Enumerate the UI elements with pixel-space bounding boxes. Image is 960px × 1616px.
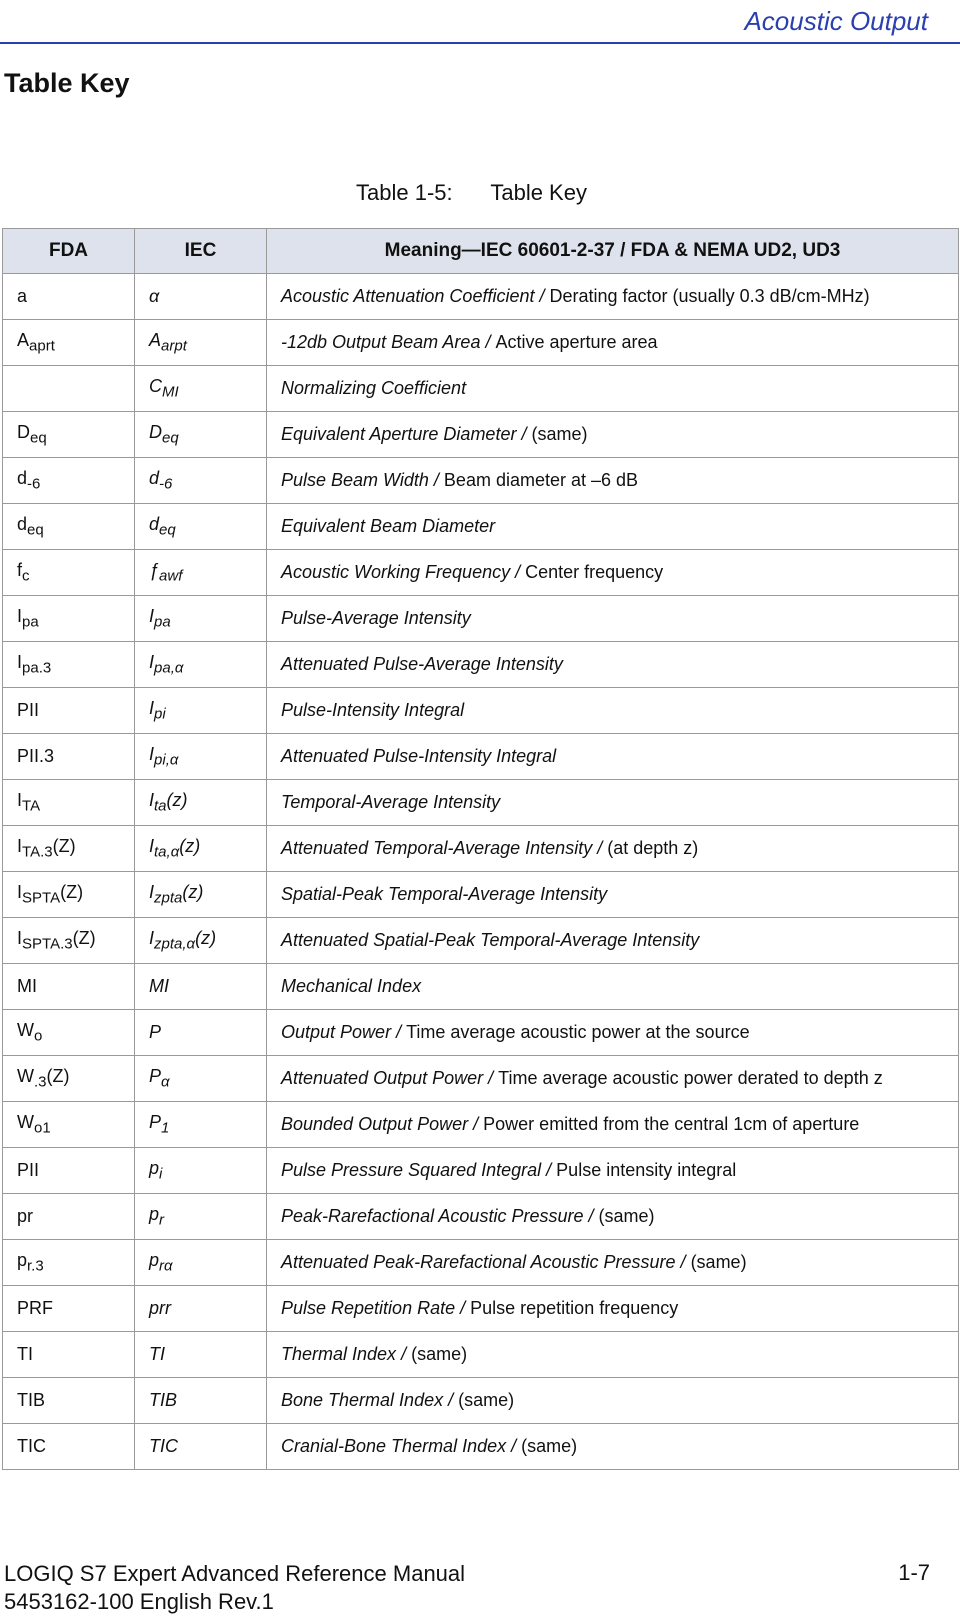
iec-cell-symbol: prr xyxy=(149,1298,171,1318)
fda-cell xyxy=(3,1240,135,1286)
iec-cell-subscript: -6 xyxy=(159,475,173,493)
table-row xyxy=(3,642,959,688)
meaning-desc: Power emitted from the central 1cm of aperture xyxy=(483,1114,860,1134)
fda-cell xyxy=(3,596,135,642)
meaning-cell xyxy=(267,1286,959,1332)
meaning-cell xyxy=(267,1148,959,1194)
meaning-sep: / xyxy=(483,1068,499,1088)
iec-cell xyxy=(135,872,267,918)
fda-cell xyxy=(3,780,135,826)
iec-cell-symbol: I xyxy=(149,698,155,719)
fda-cell xyxy=(3,412,135,458)
fda-cell-symbol: I xyxy=(17,606,23,627)
iec-cell xyxy=(135,320,267,366)
meaning-cell xyxy=(267,642,959,688)
meaning-sep: / xyxy=(541,1160,557,1180)
header-rule xyxy=(0,42,960,44)
table-row xyxy=(3,320,959,366)
meaning-term: Attenuated Peak-Rarefactional Acoustic Pressure xyxy=(281,1252,676,1272)
iec-cell xyxy=(135,504,267,550)
meaning-desc: Time average acoustic power derated to depth z xyxy=(498,1068,883,1088)
meaning-term: Acoustic Working Frequency xyxy=(281,562,511,582)
fda-cell xyxy=(3,918,135,964)
iec-cell-suffix: (z) xyxy=(166,790,188,811)
meaning-cell xyxy=(267,1056,959,1102)
fda-cell-subscript: eq xyxy=(27,521,44,539)
iec-cell-subscript: pi xyxy=(154,705,166,723)
fda-cell xyxy=(3,1378,135,1424)
fda-cell xyxy=(3,1286,135,1332)
fda-cell xyxy=(3,688,135,734)
iec-cell xyxy=(135,1056,267,1102)
table-row xyxy=(3,596,959,642)
table-row xyxy=(3,458,959,504)
meaning-desc: Active aperture area xyxy=(495,332,658,352)
fda-cell xyxy=(3,458,135,504)
fda-cell-subscript: .3 xyxy=(34,1073,47,1091)
table-row xyxy=(3,1148,959,1194)
table-caption-number: Table 1-5: xyxy=(356,180,453,205)
fda-cell-subscript: pa xyxy=(22,613,39,631)
iec-cell-subscript: 1 xyxy=(161,1119,170,1137)
column-header-meaning: Meaning—IEC 60601-2-37 / FDA & NEMA UD2, UD3 xyxy=(267,229,959,274)
meaning-desc: Center frequency xyxy=(525,562,664,582)
fda-cell-suffix: (Z) xyxy=(72,928,96,949)
iec-cell-symbol: I xyxy=(149,928,155,949)
fda-cell-symbol: I xyxy=(17,790,23,811)
meaning-cell xyxy=(267,596,959,642)
iec-cell-symbol: d xyxy=(149,514,160,535)
table-row xyxy=(3,1010,959,1056)
meaning-term: Cranial-Bone Thermal Index xyxy=(281,1436,507,1456)
iec-cell-subscript: ta xyxy=(154,797,167,815)
table-caption-title: Table Key xyxy=(490,180,587,205)
meaning-term: Bounded Output Power xyxy=(281,1114,469,1134)
meaning-desc: (same) xyxy=(690,1252,747,1272)
meaning-desc: (same) xyxy=(531,424,588,444)
meaning-term: Pulse Beam Width xyxy=(281,470,429,490)
table-row xyxy=(3,872,959,918)
fda-cell-symbol: TIB xyxy=(17,1390,46,1410)
fda-cell-symbol: PII xyxy=(17,700,40,720)
iec-cell-symbol: I xyxy=(149,790,155,811)
iec-cell xyxy=(135,826,267,872)
iec-cell-symbol: I xyxy=(149,882,155,903)
fda-cell-symbol: W xyxy=(17,1020,34,1041)
meaning-term: Pulse-Average Intensity xyxy=(281,608,471,628)
iec-cell-subscript: r xyxy=(159,1211,165,1229)
iec-cell-symbol: D xyxy=(149,422,162,443)
meaning-cell xyxy=(267,366,959,412)
iec-cell-suffix: (z) xyxy=(182,882,204,903)
meaning-desc: (same) xyxy=(458,1390,515,1410)
iec-cell-symbol: TIB xyxy=(149,1390,178,1410)
meaning-term: Pulse Repetition Rate xyxy=(281,1298,456,1318)
fda-cell-symbol: I xyxy=(17,882,23,903)
table-body xyxy=(3,274,959,1470)
footer-page-number: 1-7 xyxy=(898,1560,930,1585)
meaning-desc: Derating factor (usually 0.3 dB/cm-MHz) xyxy=(549,286,870,306)
meaning-cell xyxy=(267,780,959,826)
fda-cell-symbol: I xyxy=(17,836,23,857)
table-row xyxy=(3,734,959,780)
iec-cell-subscript: zpta,α xyxy=(154,935,196,953)
fda-cell-symbol: MI xyxy=(17,976,37,996)
meaning-cell xyxy=(267,1194,959,1240)
meaning-cell xyxy=(267,826,959,872)
table-row xyxy=(3,550,959,596)
table-row xyxy=(3,918,959,964)
meaning-sep: / xyxy=(396,1344,412,1364)
fda-cell-subscript: o1 xyxy=(34,1119,51,1137)
meaning-term: Mechanical Index xyxy=(281,976,422,996)
table-row xyxy=(3,688,959,734)
fda-cell-symbol: p xyxy=(17,1250,28,1271)
iec-cell xyxy=(135,596,267,642)
fda-cell-subscript: eq xyxy=(30,429,47,447)
fda-cell-subscript: -6 xyxy=(27,475,41,493)
iec-cell-symbol: I xyxy=(149,836,155,857)
fda-cell xyxy=(3,1148,135,1194)
iec-cell xyxy=(135,1194,267,1240)
meaning-sep: / xyxy=(675,1252,691,1272)
meaning-term: Pulse Pressure Squared Integral xyxy=(281,1160,542,1180)
iec-cell-subscript: eq xyxy=(162,429,179,447)
iec-cell xyxy=(135,918,267,964)
iec-cell-symbol: TIC xyxy=(149,1436,178,1456)
fda-cell-subscript: r.3 xyxy=(27,1257,44,1275)
meaning-term: Output Power xyxy=(281,1022,392,1042)
iec-cell-symbol: TI xyxy=(149,1344,165,1364)
meaning-term: Attenuated Pulse-Average Intensity xyxy=(281,654,563,674)
fda-cell xyxy=(3,274,135,320)
meaning-cell xyxy=(267,1378,959,1424)
iec-cell-symbol: A xyxy=(149,330,162,351)
iec-cell-symbol: p xyxy=(149,1158,160,1179)
meaning-cell xyxy=(267,1010,959,1056)
table-key xyxy=(2,228,959,1470)
iec-cell-subscript: pa,α xyxy=(154,659,184,677)
meaning-term: Attenuated Spatial-Peak Temporal-Average Intensity xyxy=(281,930,700,950)
meaning-sep: / xyxy=(583,1206,599,1226)
iec-cell-symbol: p xyxy=(149,1204,160,1225)
fda-cell-subscript: o xyxy=(34,1027,43,1045)
meaning-term: -12db Output Beam Area xyxy=(281,332,481,352)
iec-cell xyxy=(135,1424,267,1470)
fda-cell-suffix: (Z) xyxy=(46,1066,70,1087)
meaning-cell xyxy=(267,1240,959,1286)
iec-cell-suffix: (z) xyxy=(195,928,217,949)
meaning-term: Pulse-Intensity Integral xyxy=(281,700,465,720)
fda-cell-symbol: TI xyxy=(17,1344,33,1364)
meaning-term: Normalizing Coefficient xyxy=(281,378,467,398)
fda-cell-symbol: PII xyxy=(17,1160,40,1180)
iec-cell-symbol: P xyxy=(149,1112,162,1133)
column-header-iec: IEC xyxy=(135,229,267,274)
iec-cell-symbol: P xyxy=(149,1066,162,1087)
iec-cell xyxy=(135,1102,267,1148)
column-header-fda: FDA xyxy=(3,229,135,274)
fda-cell-symbol: d xyxy=(17,514,28,535)
meaning-cell xyxy=(267,872,959,918)
iec-cell xyxy=(135,1378,267,1424)
iec-cell-symbol: MI xyxy=(149,976,169,996)
iec-cell-subscript: α xyxy=(161,1073,170,1091)
fda-cell-subscript: pa.3 xyxy=(22,659,52,677)
fda-cell xyxy=(3,1056,135,1102)
meaning-cell xyxy=(267,458,959,504)
iec-cell-subscript: rα xyxy=(159,1257,173,1275)
iec-cell xyxy=(135,458,267,504)
table-row xyxy=(3,1378,959,1424)
meaning-desc: (same) xyxy=(598,1206,655,1226)
iec-cell-subscript: pa xyxy=(154,613,171,631)
meaning-sep: / xyxy=(391,1022,407,1042)
meaning-cell xyxy=(267,412,959,458)
fda-cell-symbol: I xyxy=(17,928,23,949)
fda-cell xyxy=(3,872,135,918)
iec-cell xyxy=(135,550,267,596)
footer-manual-title: LOGIQ S7 Expert Advanced Reference Manual xyxy=(4,1561,466,1586)
iec-cell-symbol: I xyxy=(149,606,155,627)
iec-cell xyxy=(135,412,267,458)
iec-cell-subscript: MI xyxy=(162,383,179,401)
fda-cell xyxy=(3,504,135,550)
iec-cell-subscript: eq xyxy=(159,521,176,539)
meaning-desc: (at depth z) xyxy=(607,838,699,858)
fda-cell xyxy=(3,1010,135,1056)
meaning-term: Equivalent Aperture Diameter xyxy=(281,424,517,444)
table-row xyxy=(3,964,959,1010)
table-row xyxy=(3,274,959,320)
iec-cell-symbol: p xyxy=(149,1250,160,1271)
iec-cell xyxy=(135,1010,267,1056)
meaning-cell xyxy=(267,964,959,1010)
fda-cell-subscript: aprt xyxy=(29,337,55,355)
iec-cell xyxy=(135,780,267,826)
table-row xyxy=(3,366,959,412)
fda-cell-symbol: A xyxy=(17,330,30,351)
table-row xyxy=(3,1286,959,1332)
meaning-term: Bone Thermal Index xyxy=(281,1390,444,1410)
meaning-sep: / xyxy=(428,470,444,490)
fda-cell-symbol: TIC xyxy=(17,1436,46,1456)
table-header-row xyxy=(3,229,959,274)
fda-cell xyxy=(3,734,135,780)
meaning-desc: Beam diameter at –6 dB xyxy=(443,470,639,490)
table-row xyxy=(3,1240,959,1286)
meaning-term: Spatial-Peak Temporal-Average Intensity xyxy=(281,884,608,904)
footer-left xyxy=(4,1560,465,1616)
meaning-sep: / xyxy=(480,332,496,352)
fda-cell-suffix: (Z) xyxy=(52,836,76,857)
meaning-desc: Time average acoustic power at the source xyxy=(406,1022,750,1042)
meaning-term: Equivalent Beam Diameter xyxy=(281,516,496,536)
iec-cell-subscript: zpta xyxy=(154,889,183,907)
fda-cell-symbol: D xyxy=(17,422,30,443)
table-row xyxy=(3,412,959,458)
fda-cell xyxy=(3,550,135,596)
fda-cell-subscript: SPTA.3 xyxy=(22,935,73,953)
fda-cell xyxy=(3,826,135,872)
meaning-sep: / xyxy=(534,286,550,306)
iec-cell-symbol: ƒ xyxy=(149,560,160,581)
table-row xyxy=(3,1102,959,1148)
table-row xyxy=(3,1194,959,1240)
fda-cell xyxy=(3,1424,135,1470)
meaning-term: Peak-Rarefactional Acoustic Pressure xyxy=(281,1206,584,1226)
meaning-cell xyxy=(267,274,959,320)
meaning-cell xyxy=(267,918,959,964)
section-title: Table Key xyxy=(4,68,130,98)
meaning-term: Attenuated Output Power xyxy=(281,1068,484,1088)
meaning-sep: / xyxy=(516,424,532,444)
iec-cell xyxy=(135,642,267,688)
iec-cell xyxy=(135,688,267,734)
meaning-desc: Pulse intensity integral xyxy=(556,1160,737,1180)
meaning-sep: / xyxy=(468,1114,484,1134)
fda-cell-subscript: c xyxy=(22,567,30,585)
iec-cell-subscript: arpt xyxy=(161,337,187,355)
iec-cell-symbol: d xyxy=(149,468,160,489)
fda-cell-suffix: (Z) xyxy=(60,882,84,903)
meaning-desc: (same) xyxy=(411,1344,468,1364)
fda-cell-symbol: PRF xyxy=(17,1298,53,1318)
meaning-desc: (same) xyxy=(521,1436,578,1456)
fda-cell xyxy=(3,1194,135,1240)
meaning-cell xyxy=(267,688,959,734)
table-row xyxy=(3,780,959,826)
meaning-cell xyxy=(267,1332,959,1378)
iec-cell-symbol: P xyxy=(149,1022,162,1042)
fda-cell-symbol: PII.3 xyxy=(17,746,55,766)
iec-cell xyxy=(135,734,267,780)
iec-cell xyxy=(135,366,267,412)
fda-cell xyxy=(3,1102,135,1148)
iec-cell-subscript: i xyxy=(159,1165,163,1183)
fda-cell-subscript: TA xyxy=(22,797,41,815)
meaning-term: Attenuated Pulse-Intensity Integral xyxy=(281,746,557,766)
meaning-sep: / xyxy=(506,1436,522,1456)
iec-cell xyxy=(135,274,267,320)
table-row xyxy=(3,1332,959,1378)
meaning-cell xyxy=(267,1102,959,1148)
table-caption xyxy=(356,180,587,206)
table-row xyxy=(3,504,959,550)
fda-cell-symbol: a xyxy=(17,286,28,306)
meaning-desc: Pulse repetition frequency xyxy=(470,1298,679,1318)
meaning-sep: / xyxy=(455,1298,471,1318)
fda-cell-symbol: W xyxy=(17,1112,34,1133)
fda-cell-subscript: SPTA xyxy=(22,889,61,907)
iec-cell xyxy=(135,1332,267,1378)
fda-cell xyxy=(3,366,135,412)
table-row xyxy=(3,1056,959,1102)
footer-doc-number: 5453162-100 English Rev.1 xyxy=(4,1589,274,1614)
fda-cell-symbol: d xyxy=(17,468,28,489)
meaning-cell xyxy=(267,1424,959,1470)
iec-cell-symbol: I xyxy=(149,744,155,765)
iec-cell-subscript: awf xyxy=(159,567,183,585)
fda-cell xyxy=(3,642,135,688)
meaning-term: Thermal Index xyxy=(281,1344,397,1364)
meaning-cell xyxy=(267,504,959,550)
chapter-title: Acoustic Output xyxy=(744,6,928,36)
meaning-term: Temporal-Average Intensity xyxy=(281,792,501,812)
fda-cell-symbol: W xyxy=(17,1066,34,1087)
fda-cell-symbol: I xyxy=(17,652,23,673)
fda-cell xyxy=(3,1332,135,1378)
meaning-sep: / xyxy=(592,838,608,858)
iec-cell-subscript: ta,α xyxy=(154,843,180,861)
iec-cell-symbol: C xyxy=(149,376,162,397)
iec-cell-suffix: (z) xyxy=(179,836,201,857)
table-row xyxy=(3,826,959,872)
fda-cell-symbol: pr xyxy=(17,1206,34,1226)
iec-cell xyxy=(135,1286,267,1332)
meaning-term: Attenuated Temporal-Average Intensity xyxy=(281,838,593,858)
table-row xyxy=(3,1424,959,1470)
iec-cell xyxy=(135,964,267,1010)
fda-cell xyxy=(3,964,135,1010)
fda-cell-symbol: f xyxy=(17,560,23,581)
meaning-cell xyxy=(267,550,959,596)
meaning-term: Acoustic Attenuation Coefficient xyxy=(281,286,535,306)
iec-cell xyxy=(135,1148,267,1194)
meaning-cell xyxy=(267,320,959,366)
fda-cell-subscript: TA.3 xyxy=(22,843,53,861)
iec-cell-subscript: pi,α xyxy=(154,751,179,769)
meaning-sep: / xyxy=(443,1390,459,1410)
iec-cell-symbol: I xyxy=(149,652,155,673)
iec-cell-symbol: α xyxy=(149,286,160,306)
meaning-cell xyxy=(267,734,959,780)
fda-cell xyxy=(3,320,135,366)
meaning-sep: / xyxy=(510,562,526,582)
iec-cell xyxy=(135,1240,267,1286)
